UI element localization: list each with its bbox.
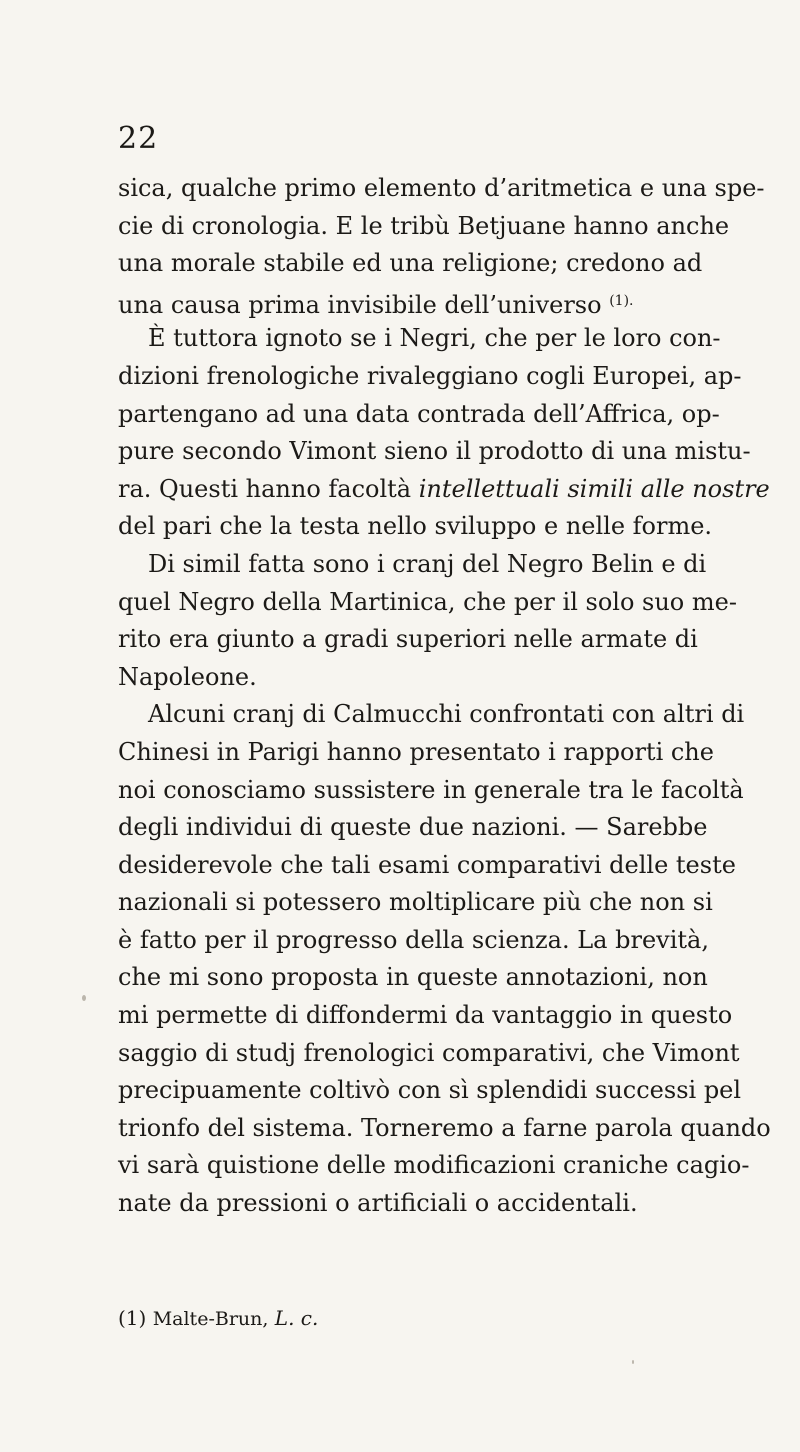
paragraph-start-line: Di simil fatta sono i cranj del Negro Belin e di <box>148 549 707 578</box>
text-line: vi sarà quistione delle modificazioni craniche cagio- <box>118 1151 750 1180</box>
italic-emphasis: intellettuali simili alle nostre <box>418 474 770 503</box>
text-line: nate da pressioni o artificiali o accidentali. <box>118 1189 638 1218</box>
text-line: Napoleone. <box>118 662 257 691</box>
text-line: dizioni frenologiche rivaleggiano cogli Europei, ap- <box>118 361 742 390</box>
footnote-reference-text: L. c. <box>274 1306 319 1330</box>
footnote-marker: (1) <box>118 1306 147 1330</box>
text-line: cie di cronologia. E le tribù Betjuane hanno anche <box>118 211 730 240</box>
text-line <box>118 471 770 509</box>
footnote <box>118 1303 318 1334</box>
text-line: desiderevole che tali esami comparativi delle teste <box>118 850 736 879</box>
paper-speck <box>82 995 86 1001</box>
text-line: precipuamente coltivò con sì splendidi successi pel <box>118 1076 742 1105</box>
text-line: partengano ad una data contrada dell’Affrica, op- <box>118 399 720 428</box>
text-line <box>118 283 688 321</box>
paragraph-start-line: Alcuni cranj di Calmucchi confrontati con altri di <box>148 700 745 729</box>
text-line-roman: ra. Questi hanno facoltà <box>118 474 419 503</box>
text-line: quel Negro della Martinica, che per il solo suo me- <box>118 587 737 616</box>
text-line: degli individui di queste due nazioni. — Sarebbe <box>118 813 708 842</box>
paragraph-start-line: È tuttora ignoto se i Negri, che per le loro con- <box>148 324 721 353</box>
text-line: pure secondo Vimont sieno il prodotto di una mistu- <box>118 437 751 466</box>
text-line: nazionali si potessero moltiplicare più che non si <box>118 888 713 917</box>
text-line: saggio di studj frenologici comparativi, che Vimont <box>118 1038 740 1067</box>
text-line: rito era giunto a gradi superiori nelle armate di <box>118 625 698 654</box>
text-line: una morale stabile ed una religione; credono ad <box>118 249 703 278</box>
body-text <box>118 170 771 1223</box>
text-line: noi conosciamo sussistere in generale tra le facoltà <box>118 775 744 804</box>
text-line: Chinesi in Parigi hanno presentato i rapporti che <box>118 737 714 766</box>
footnote-reference: (1). <box>609 292 634 309</box>
text-line: trionfo del sistema. Torneremo a farne parola quando <box>118 1113 771 1142</box>
text-line-content: una causa prima invisibile dell’universo <box>118 290 602 319</box>
text-line: del pari che la testa nello sviluppo e nelle forme. <box>118 512 713 541</box>
footnote-text: Malte-Brun, <box>152 1308 269 1330</box>
text-line: mi permette di diffondermi da vantaggio in questo <box>118 1001 733 1030</box>
text-line: è fatto per il progresso della scienza. La brevità, <box>118 925 709 954</box>
page-number: 22 <box>118 121 159 156</box>
paper-speck <box>632 1360 634 1364</box>
text-line: che mi sono proposta in queste annotazioni, non <box>118 963 708 992</box>
text-line: sica, qualche primo elemento d’aritmetica e una spe- <box>118 174 765 202</box>
